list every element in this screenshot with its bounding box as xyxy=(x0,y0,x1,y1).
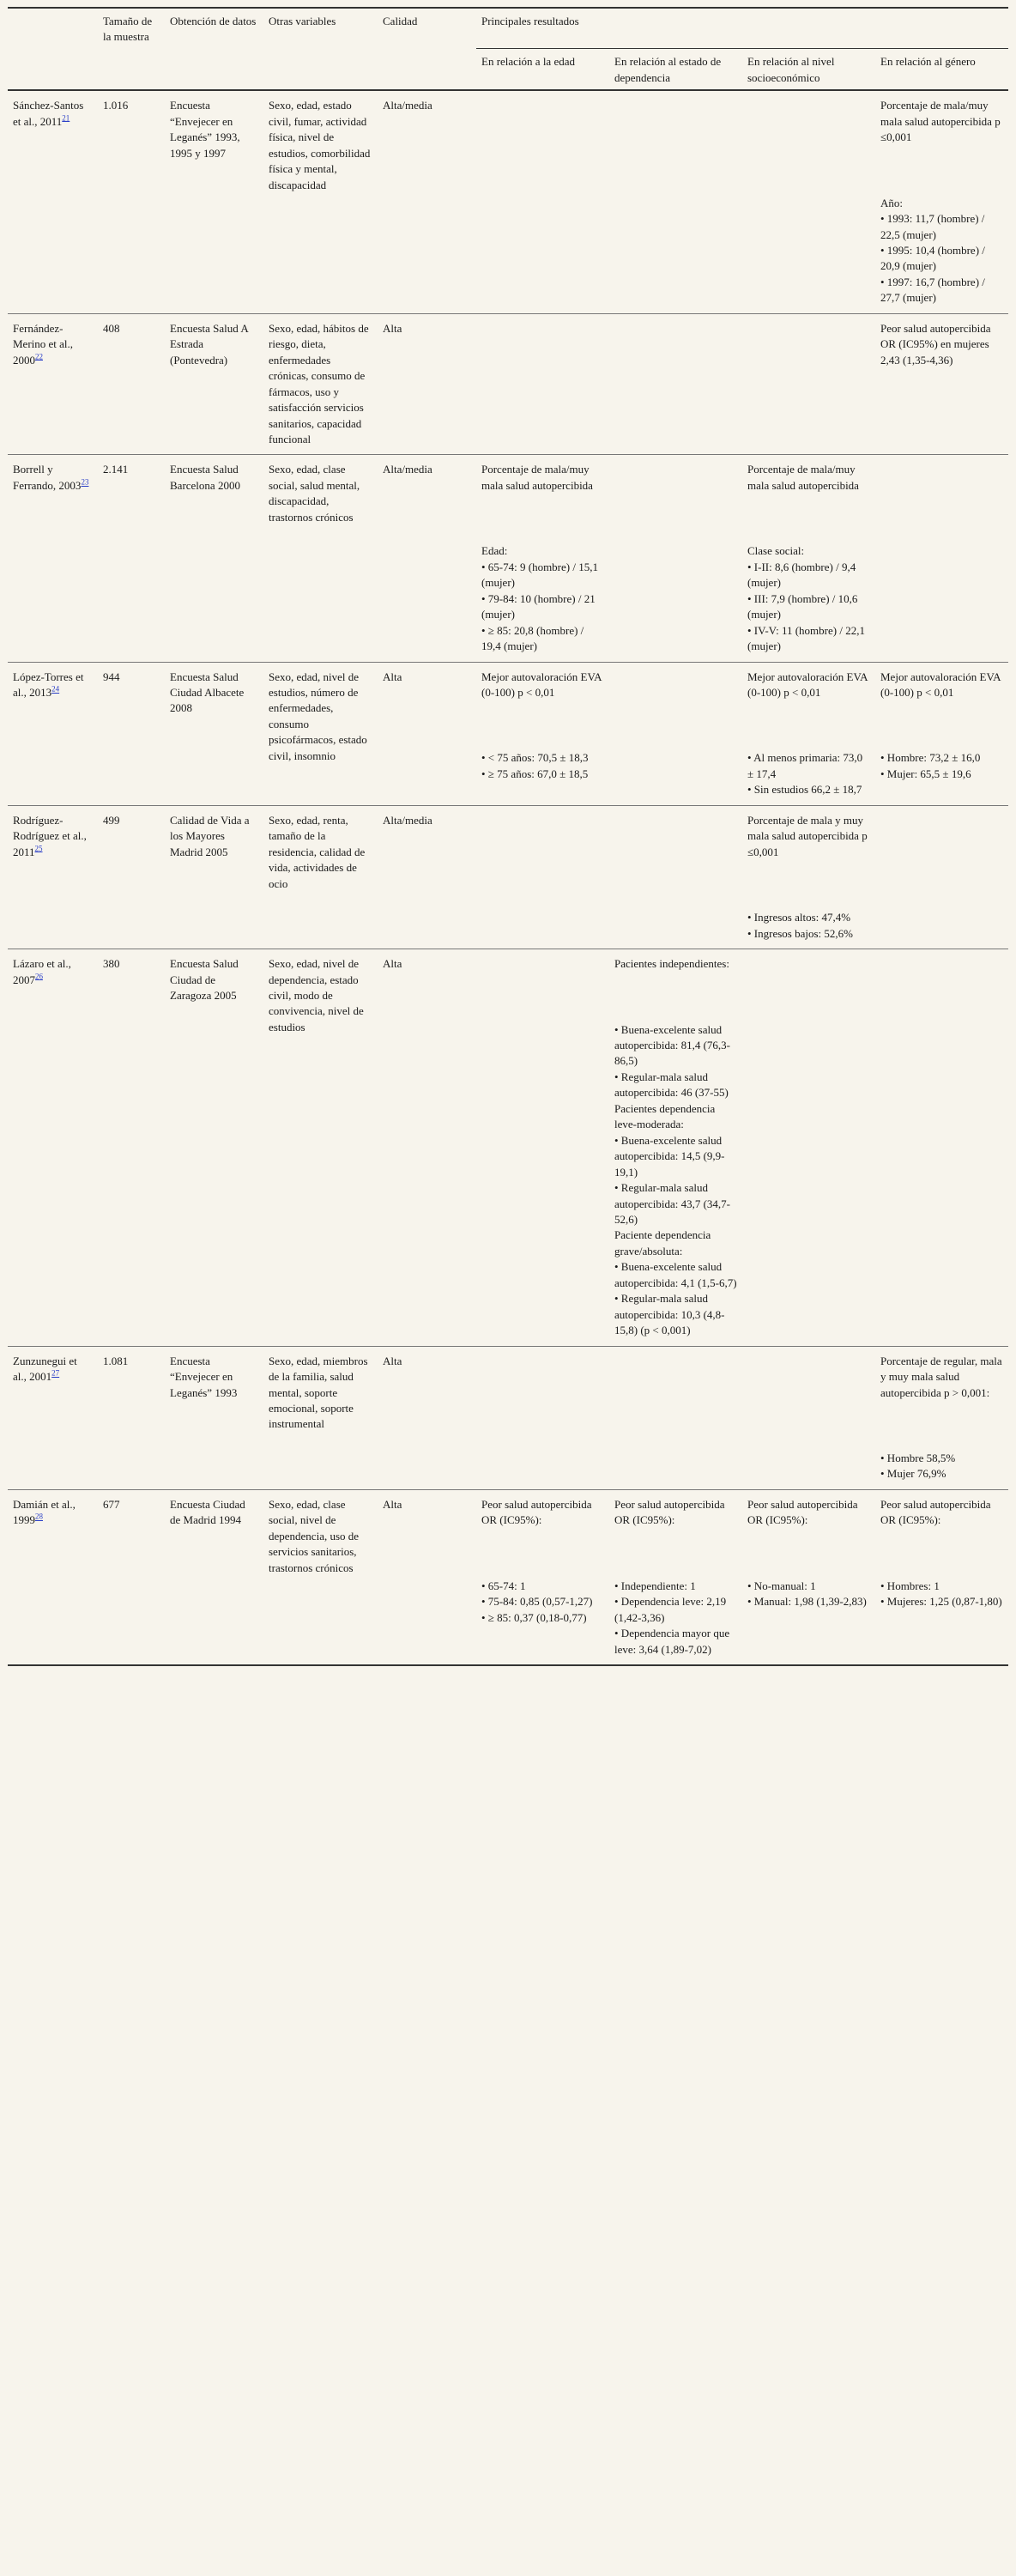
result-item: • Hombre: 73,2 ± 16,0 xyxy=(880,751,981,765)
header-main-results: Principales resultados xyxy=(481,15,579,27)
author-name: Damián et al., 1999 xyxy=(13,1497,76,1527)
reference-superscript xyxy=(81,478,88,487)
cell-quality: Alta xyxy=(383,321,402,335)
result-item: • 1995: 10,4 (hombre) / 20,9 (mujer) xyxy=(880,244,985,273)
cell-other: Sexo, edad, miembros de la familia, salud mental, soporte emocional, soporte instrumental xyxy=(269,1354,368,1431)
cell-source: Encuesta Salud Ciudad de Zaragoza 2005 xyxy=(170,957,239,1002)
spacer xyxy=(747,860,870,910)
cell-sample: 408 xyxy=(103,321,120,335)
cell-result-age xyxy=(476,313,609,455)
header-sample: Tamaño de la muestra xyxy=(103,15,153,44)
table-row xyxy=(8,662,1008,805)
cell-result-dependency xyxy=(609,949,742,1347)
cell-other: Sexo, edad, clase social, nivel de dependencia, uso de servicios sanitarios, trastornos crónicos xyxy=(269,1497,360,1574)
result-item: • Mujer 76,9% xyxy=(880,1467,946,1481)
result-item: • No-manual: 1 xyxy=(747,1579,816,1592)
spacer xyxy=(614,973,737,1022)
result-lead: Mejor autovaloración EVA (0-100) p < 0,01 xyxy=(880,670,1001,699)
cell-author xyxy=(8,313,98,455)
result-item: • Buena-excelente salud autopercibida: 14,5 (9,9-19,1) xyxy=(614,1133,725,1179)
cell-sample: 1.016 xyxy=(103,99,129,112)
table-header xyxy=(8,8,1008,90)
spacer xyxy=(747,700,870,750)
result-item: • 1997: 16,7 (hombre) / 27,7 (mujer) xyxy=(880,275,985,305)
result-item: • Independiente: 1 xyxy=(614,1579,696,1592)
author-name: Lázaro et al., 2007 xyxy=(13,957,71,986)
result-lead: Peor salud autopercibida OR (IC95%): xyxy=(880,1497,991,1527)
result-item: • Regular-mala salud autopercibida: 43,7 (34,7-52,6) xyxy=(614,1181,731,1226)
cell-result-age xyxy=(476,1489,609,1665)
spacer xyxy=(614,1529,737,1579)
result-item: • Manual: 1,98 (1,39-2,83) xyxy=(747,1595,867,1609)
cell-source: Encuesta Salud Barcelona 2000 xyxy=(170,463,240,492)
result-lead: Peor salud autopercibida OR (IC95%): xyxy=(481,1497,592,1527)
author-name: Fernández-Merino et al., 2000 xyxy=(13,321,74,367)
cell-author xyxy=(8,90,98,313)
cell-quality: Alta xyxy=(383,1497,402,1511)
cell-result-ses xyxy=(742,455,875,662)
cell-other: Sexo, edad, clase social, salud mental, discapacidad, trastornos crónicos xyxy=(269,463,360,524)
header-empty xyxy=(263,49,378,90)
spacer xyxy=(880,700,1003,750)
cell-result-ses xyxy=(742,90,875,313)
author-name: Borrell y Ferrando, 2003 xyxy=(13,463,82,492)
result-lead: Peor salud autopercibida OR (IC95%) en mujeres 2,43 (1,35-4,36) xyxy=(880,321,991,367)
result-item: • 79-84: 10 (hombre) / 21 (mujer) xyxy=(481,591,596,621)
cell-result-dependency xyxy=(609,313,742,455)
cell-author xyxy=(8,805,98,949)
cell-source: Calidad de Vida a los Mayores Madrid 2005 xyxy=(170,813,250,858)
cell-result-dependency xyxy=(609,662,742,805)
studies-table-container xyxy=(8,7,1008,1666)
reference-superscript xyxy=(35,352,43,361)
reference-link[interactable]: 21 xyxy=(62,113,70,123)
header-author xyxy=(8,8,98,49)
cell-author xyxy=(8,1489,98,1665)
result-item: • ≥ 75 años: 67,0 ± 18,5 xyxy=(481,767,589,780)
header-source: Obtención de datos xyxy=(170,15,257,27)
cell-result-gender xyxy=(875,1346,1008,1489)
result-item: Clase social: xyxy=(747,544,805,558)
table-body xyxy=(8,90,1008,1665)
result-item: • Mujeres: 1,25 (0,87-1,80) xyxy=(880,1595,1002,1609)
table-row xyxy=(8,1489,1008,1665)
reference-link[interactable]: 23 xyxy=(81,477,89,487)
cell-author xyxy=(8,949,98,1347)
cell-result-ses xyxy=(742,1346,875,1489)
spacer xyxy=(481,700,604,750)
cell-sample: 2.141 xyxy=(103,463,129,476)
spacer xyxy=(481,1529,604,1579)
result-lead: Mejor autovaloración EVA (0-100) p < 0,01 xyxy=(481,670,602,699)
cell-result-dependency xyxy=(609,1346,742,1489)
result-lead: Porcentaje de mala y muy mala salud autopercibida p ≤0,001 xyxy=(747,813,868,858)
cell-sample: 499 xyxy=(103,813,120,827)
table-row xyxy=(8,1346,1008,1489)
result-item: • Ingresos bajos: 52,6% xyxy=(747,926,853,940)
result-item: • Buena-excelente salud autopercibida: 81,4 (76,3-86,5) xyxy=(614,1022,731,1068)
cell-result-age xyxy=(476,805,609,949)
cell-sample: 944 xyxy=(103,670,120,683)
result-item: • Hombre 58,5% xyxy=(880,1451,956,1464)
header-empty xyxy=(98,49,165,90)
table-row xyxy=(8,455,1008,662)
cell-result-dependency xyxy=(609,455,742,662)
result-lead: Peor salud autopercibida OR (IC95%): xyxy=(747,1497,858,1527)
result-item: • 75-84: 0,85 (0,57-1,27) xyxy=(481,1595,593,1609)
cell-quality: Alta/media xyxy=(383,99,432,112)
cell-result-age xyxy=(476,949,609,1347)
cell-result-gender xyxy=(875,949,1008,1347)
result-item: • ≥ 85: 0,37 (0,18-0,77) xyxy=(481,1610,587,1624)
cell-other: Sexo, edad, renta, tamaño de la residencia, calidad de vida, actividades de ocio xyxy=(269,813,366,890)
spacer xyxy=(481,494,604,543)
cell-quality: Alta xyxy=(383,670,402,683)
cell-author xyxy=(8,662,98,805)
result-item: Paciente dependencia grave/absoluta: xyxy=(614,1228,711,1258)
header-empty xyxy=(8,49,98,90)
header-ses: En relación al nivel socioeconómico xyxy=(742,49,875,90)
reference-link[interactable]: 26 xyxy=(35,972,43,981)
result-item: • Dependencia mayor que leve: 3,64 (1,89-7,02) xyxy=(614,1627,730,1656)
table-row xyxy=(8,949,1008,1347)
result-lead: Porcentaje de mala/muy mala salud autopercibida xyxy=(747,463,859,492)
cell-result-gender xyxy=(875,90,1008,313)
result-item: • IV-V: 11 (hombre) / 22,1 (mujer) xyxy=(747,623,865,653)
result-item: • 65-74: 9 (hombre) / 15,1 (mujer) xyxy=(481,560,598,590)
cell-result-ses xyxy=(742,805,875,949)
cell-result-gender xyxy=(875,805,1008,949)
cell-quality: Alta/media xyxy=(383,813,432,827)
cell-result-age xyxy=(476,455,609,662)
cell-source: Encuesta “Envejecer en Leganés” 1993 xyxy=(170,1354,238,1399)
result-lead: Mejor autovaloración EVA (0-100) p < 0,01 xyxy=(747,670,868,699)
spacer xyxy=(880,1401,1003,1451)
reference-superscript xyxy=(51,685,59,694)
result-item: • Ingresos altos: 47,4% xyxy=(747,911,851,924)
result-item: • 65-74: 1 xyxy=(481,1579,526,1592)
reference-link[interactable]: 24 xyxy=(51,684,60,694)
cell-result-dependency xyxy=(609,805,742,949)
reference-link[interactable]: 27 xyxy=(51,1368,60,1378)
result-lead: Porcentaje de mala/muy mala salud autopercibida xyxy=(481,463,593,492)
result-lead: Pacientes independientes: xyxy=(614,957,729,971)
cell-author xyxy=(8,455,98,662)
result-item: • Regular-mala salud autopercibida: 46 (37-55) xyxy=(614,1070,729,1100)
cell-source: Encuesta Salud A Estrada (Pontevedra) xyxy=(170,321,248,367)
spacer xyxy=(880,1529,1003,1579)
header-gender: En relación al género xyxy=(875,49,1008,90)
cell-quality: Alta xyxy=(383,957,402,971)
reference-superscript xyxy=(62,113,70,122)
cell-result-age xyxy=(476,90,609,313)
result-item: Pacientes dependencia leve-moderada: xyxy=(614,1101,716,1131)
author-name: Sánchez-Santos et al., 2011 xyxy=(13,99,84,128)
header-other-variables: Otras variables xyxy=(269,15,336,27)
reference-superscript xyxy=(51,1369,59,1378)
result-item: Edad: xyxy=(481,544,508,558)
table-row xyxy=(8,805,1008,949)
result-item: • Mujer: 65,5 ± 19,6 xyxy=(880,767,971,780)
spacer xyxy=(880,146,1003,196)
cell-source: Encuesta Salud Ciudad Albacete 2008 xyxy=(170,670,245,715)
cell-result-ses xyxy=(742,313,875,455)
result-item: • Al menos primaria: 73,0 ± 17,4 xyxy=(747,751,863,780)
cell-sample: 380 xyxy=(103,957,120,971)
result-item: • Sin estudios 66,2 ± 18,7 xyxy=(747,783,862,797)
result-lead: Peor salud autopercibida OR (IC95%): xyxy=(614,1497,725,1527)
reference-superscript xyxy=(35,1512,43,1521)
cell-quality: Alta/media xyxy=(383,463,432,476)
result-item: • Buena-excelente salud autopercibida: 4,1 (1,5-6,7) xyxy=(614,1260,737,1289)
author-name: Rodríguez-Rodríguez et al., 2011 xyxy=(13,813,87,858)
cell-result-dependency xyxy=(609,90,742,313)
result-item: Año: xyxy=(880,196,903,209)
cell-result-gender xyxy=(875,455,1008,662)
result-item: • 1993: 11,7 (hombre) / 22,5 (mujer) xyxy=(880,212,985,241)
cell-result-gender xyxy=(875,662,1008,805)
reference-superscript xyxy=(35,972,43,980)
result-item: • III: 7,9 (hombre) / 10,6 (mujer) xyxy=(747,591,858,621)
result-item: • I-II: 8,6 (hombre) / 9,4 (mujer) xyxy=(747,560,856,590)
result-item: • < 75 años: 70,5 ± 18,3 xyxy=(481,751,589,765)
header-dependency: En relación al estado de dependencia xyxy=(609,49,742,90)
cell-other: Sexo, edad, estado civil, fumar, actividad física, nivel de estudios, comorbilidad física y mental, discapacidad xyxy=(269,99,371,191)
reference-superscript xyxy=(35,844,43,852)
cell-source: Encuesta Ciudad de Madrid 1994 xyxy=(170,1497,245,1527)
author-name: Zunzunegui et al., 2001 xyxy=(13,1354,77,1384)
cell-result-ses xyxy=(742,662,875,805)
reference-link[interactable]: 28 xyxy=(35,1512,43,1521)
reference-link[interactable]: 25 xyxy=(34,844,43,853)
header-empty xyxy=(165,49,263,90)
cell-result-age xyxy=(476,1346,609,1489)
cell-other: Sexo, edad, hábitos de riesgo, dieta, enfermedades crónicas, consumo de fármacos, uso y satisfacción servicios sanitarios, capacidad funcional xyxy=(269,321,369,446)
cell-author xyxy=(8,1346,98,1489)
spacer xyxy=(747,1529,870,1579)
cell-result-ses xyxy=(742,949,875,1347)
cell-result-gender xyxy=(875,1489,1008,1665)
result-item: • Regular-mala salud autopercibida: 10,3 (4,8-15,8) (p < 0,001) xyxy=(614,1292,725,1337)
cell-sample: 677 xyxy=(103,1497,120,1511)
cell-sample: 1.081 xyxy=(103,1354,129,1367)
cell-source: Encuesta “Envejecer en Leganés” 1993, 1995 y 1997 xyxy=(170,99,240,160)
table-row xyxy=(8,90,1008,313)
result-lead: Porcentaje de regular, mala y muy mala salud autopercibida p > 0,001: xyxy=(880,1354,1002,1399)
header-quality: Calidad xyxy=(383,15,418,27)
cell-result-dependency xyxy=(609,1489,742,1665)
studies-table xyxy=(8,7,1008,1666)
table-row xyxy=(8,313,1008,455)
cell-result-age xyxy=(476,662,609,805)
author-name: López-Torres et al., 2013 xyxy=(13,670,84,699)
result-item: • ≥ 85: 20,8 (hombre) / 19,4 (mujer) xyxy=(481,623,584,653)
header-empty xyxy=(378,49,476,90)
result-item: • Dependencia leve: 2,19 (1,42-3,36) xyxy=(614,1595,727,1624)
reference-link[interactable]: 22 xyxy=(35,352,43,361)
cell-result-ses xyxy=(742,1489,875,1665)
cell-quality: Alta xyxy=(383,1354,402,1367)
result-item: • Hombres: 1 xyxy=(880,1579,940,1592)
result-lead: Porcentaje de mala/muy mala salud autopercibida p ≤0,001 xyxy=(880,99,1001,144)
cell-other: Sexo, edad, nivel de dependencia, estado civil, modo de convivencia, nivel de estudios xyxy=(269,957,364,1033)
cell-other: Sexo, edad, nivel de estudios, número de enfermedades, consumo psicofármacos, estado civil, insomnio xyxy=(269,670,367,762)
spacer xyxy=(747,494,870,543)
cell-result-gender xyxy=(875,313,1008,455)
header-age: En relación a la edad xyxy=(476,49,609,90)
